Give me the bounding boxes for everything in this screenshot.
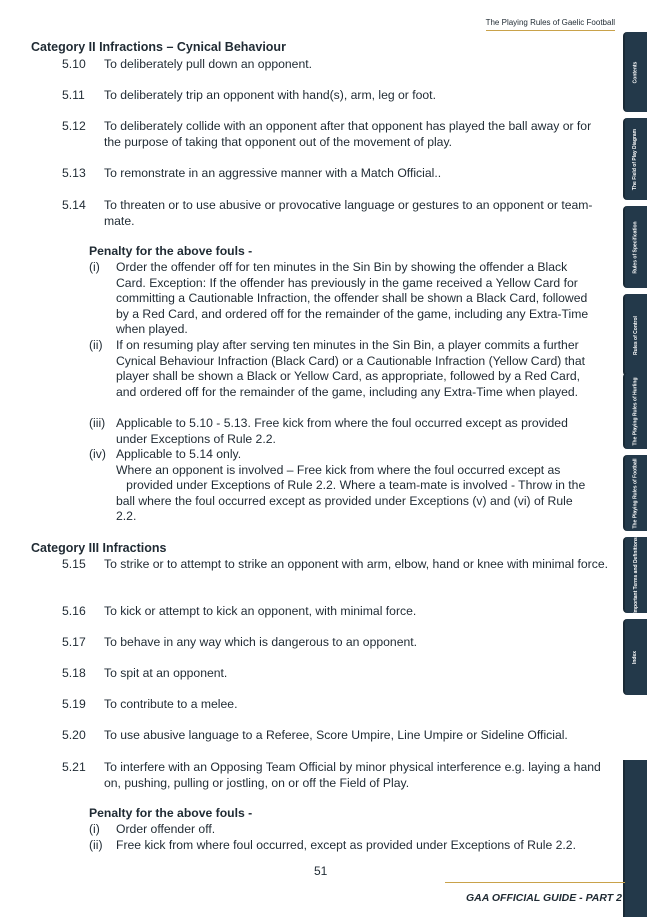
rule-text: To behave in any way which is dangerous to an opponent. <box>104 635 418 649</box>
tab-playing-rules-football[interactable]: The Playing Rules of Football <box>623 455 647 531</box>
rule-number: 5.15 <box>62 557 86 571</box>
penalty-text: If on resuming play after serving ten minutes in the Sin Bin, a player commits a further Cynical Behaviour Infraction (Black Card) or a Cautionable Infraction (Yellow Card) that player shall be shown a Black or Yellow Card, as appropriate, followed by a Red Card, and ordered off for the remainder of the game, including any Extra-Time when played. <box>116 338 589 399</box>
page-number: 51 <box>314 864 328 878</box>
rule-number: 5.10 <box>62 57 86 71</box>
rule-text: To contribute to a melee. <box>104 697 238 711</box>
rule-text: To use abusive language to a Referee, Score Umpire, Line Umpire or Sideline Official. <box>104 728 568 742</box>
rule-text: To deliberately collide with an opponent after that opponent has played the ball away or for the purpose of taking that opponent out of the movement of play. <box>104 119 592 149</box>
rule-number: 5.17 <box>62 635 86 649</box>
rule-number: 5.20 <box>62 728 86 742</box>
running-header: The Playing Rules of Gaelic Football <box>486 18 615 31</box>
tab-index[interactable]: Index <box>623 619 647 695</box>
tab-playing-rules-hurling[interactable]: The Playing Rules of Hurling <box>623 373 647 449</box>
rule-text: To strike or to attempt to strike an opponent with arm, elbow, hand or knee with minimal force. <box>104 557 608 571</box>
rule-text: To spit at an opponent. <box>104 666 228 680</box>
tab-rules-of-specification[interactable]: Rules of Specification <box>623 206 647 288</box>
tab-rules-of-control[interactable]: Rules of Control <box>623 294 647 376</box>
rule-text: To remonstrate in an aggressive manner with a Match Official.. <box>104 166 442 180</box>
rule-text: To deliberately trip an opponent with hand(s), arm, leg or foot. <box>104 88 436 102</box>
tab-terms-definitions[interactable]: Important Terms and Definitions <box>623 537 647 613</box>
penalty-text: Applicable to 5.10 - 5.13. Free kick from where the foul occurred except as provided under Exceptions of Rule 2.2. <box>116 416 572 446</box>
penalty-number: (ii) <box>89 838 103 852</box>
penalty-number: (i) <box>89 822 100 836</box>
rule-number: 5.11 <box>62 88 85 102</box>
footer-guide-title: GAA OFFICIAL GUIDE - PART 2 <box>466 892 622 904</box>
tab-contents[interactable]: Contents <box>623 32 647 112</box>
penalty-heading: Penalty for the above fouls - <box>89 806 253 820</box>
penalty-number: (ii) <box>89 338 103 352</box>
penalty-number: (iii) <box>89 416 106 430</box>
tab-field-of-play[interactable]: The Field of Play Diagram <box>623 118 647 200</box>
rule-text: To threaten or to use abusive or provocative language or gestures to an opponent or team-mate. <box>104 198 593 228</box>
rule-number: 5.19 <box>62 697 86 711</box>
penalty-text: Free kick from where foul occurred, except as provided under Exceptions of Rule 2.2. <box>116 838 576 852</box>
rule-number: 5.12 <box>62 119 86 133</box>
penalty-text: Order offender off. <box>116 822 216 836</box>
rule-number: 5.21 <box>62 760 86 774</box>
side-bar-bottom <box>623 760 647 917</box>
category-2-title: Category II Infractions – Cynical Behaviour <box>31 40 286 54</box>
penalty-number: (iv) <box>89 447 106 461</box>
footer-rule <box>445 882 625 883</box>
rule-number: 5.14 <box>62 198 86 212</box>
rule-text: To deliberately pull down an opponent. <box>104 57 313 71</box>
rule-number: 5.18 <box>62 666 86 680</box>
rule-number: 5.13 <box>62 166 86 180</box>
penalty-heading: Penalty for the above fouls - <box>89 244 253 258</box>
rule-text: To interfere with an Opposing Team Official by minor physical interference e.g. laying a hand on, pushing, pulling or jostling, on or off the Field of Play. <box>104 760 601 790</box>
rule-text: To kick or attempt to kick an opponent, with minimal force. <box>104 604 417 618</box>
penalty-text: Order the offender off for ten minutes in the Sin Bin by showing the offender a Black Card. Exception: If the offender has previously in the game received a Yellow Card for committing a Cautionable Infraction, the offender shall be shown a Black Card, followed by a Red Card, and ordered off for the remainder of the game, including any Extra-Time when played. <box>116 260 592 337</box>
penalty-number: (i) <box>89 260 100 274</box>
penalty-text: Applicable to 5.14 only. Where an opponent is involved – Free kick from where the foul occurred except as provided under Exceptions of Rule 2.2. Where a team-mate is involved - Throw in the ball where the foul occurred except as provided under Exceptions (v) and (vi) of Rule 2.2. <box>116 447 586 524</box>
category-3-title: Category III Infractions <box>31 541 167 555</box>
rule-number: 5.16 <box>62 604 86 618</box>
